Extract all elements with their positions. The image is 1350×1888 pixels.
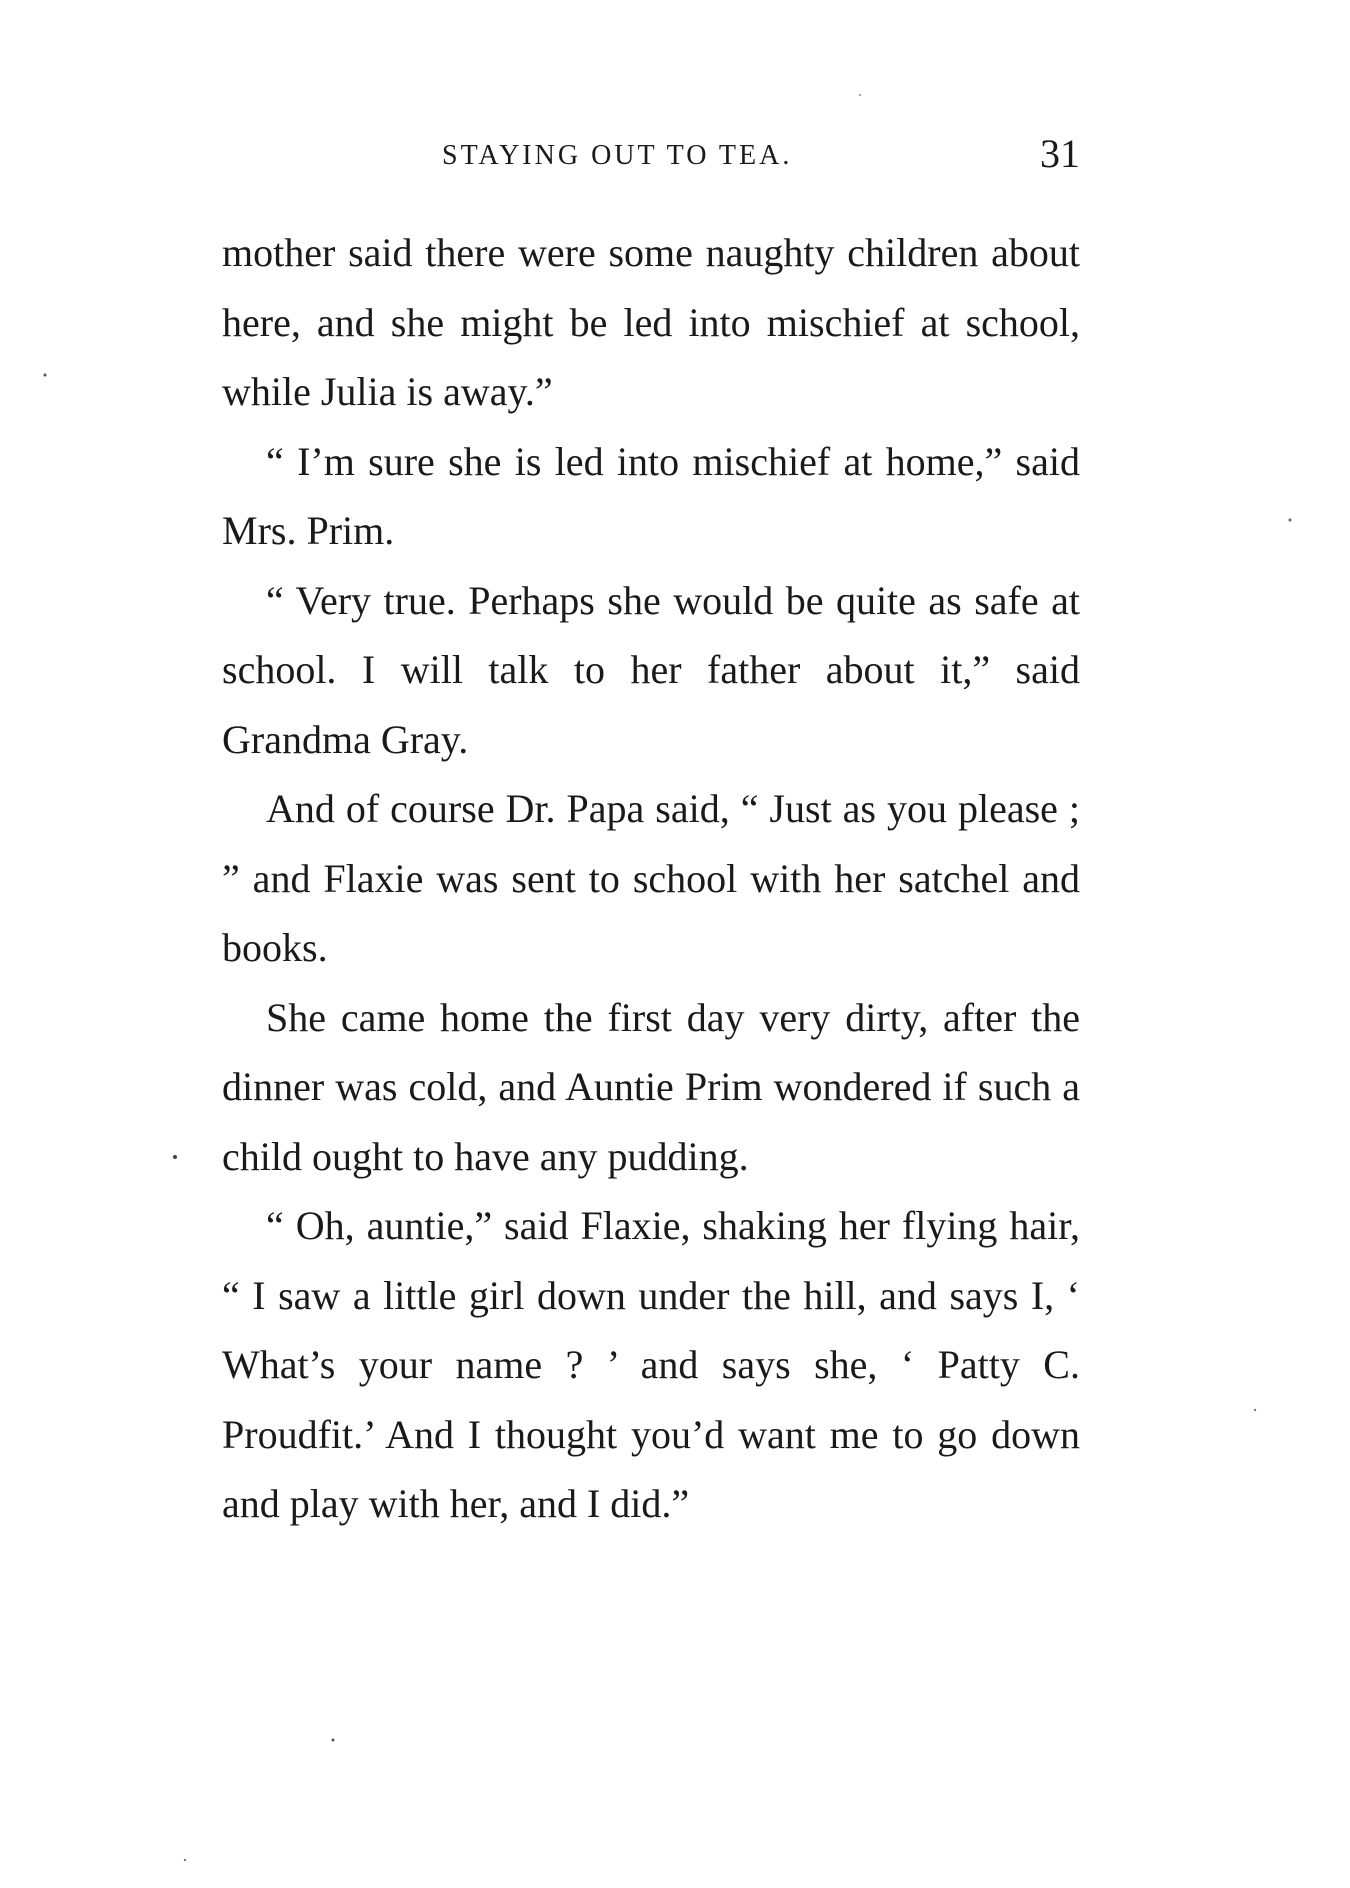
paragraph: “ I’m sure she is led into mischief at home,” said Mrs. Prim.: [222, 438, 1080, 553]
paragraph: “ Oh, auntie,” said Flaxie, shaking her flying hair, “ I saw a little girl down under the hill, and says I, ‘ What’s your name ? ’ and says she, ‘ Patty C. Proudfit.’ And I thought you’d want me to go down and play with her, and I did.”: [222, 1203, 1080, 1526]
running-head: [222, 130, 1080, 180]
running-title: STAYING OUT TO TEA.: [442, 140, 793, 171]
paragraph: mother said there were some naughty children about here, and she might be led into mischief at school, while Julia is away.”: [222, 230, 1080, 414]
paragraph: And of course Dr. Papa said, “ Just as you please ; ” and Flaxie was sent to school with her satchel and books.: [222, 786, 1080, 970]
page-number: 31: [1040, 131, 1080, 176]
paragraph: “ Very true. Perhaps she would be quite as safe at school. I will talk to her father about it,” said Grandma Gray.: [222, 577, 1080, 762]
body-text: [222, 218, 1080, 1539]
paragraph: She came home the first day very dirty, after the dinner was cold, and Auntie Prim wondered if such a child ought to have any pudding.: [222, 994, 1080, 1179]
